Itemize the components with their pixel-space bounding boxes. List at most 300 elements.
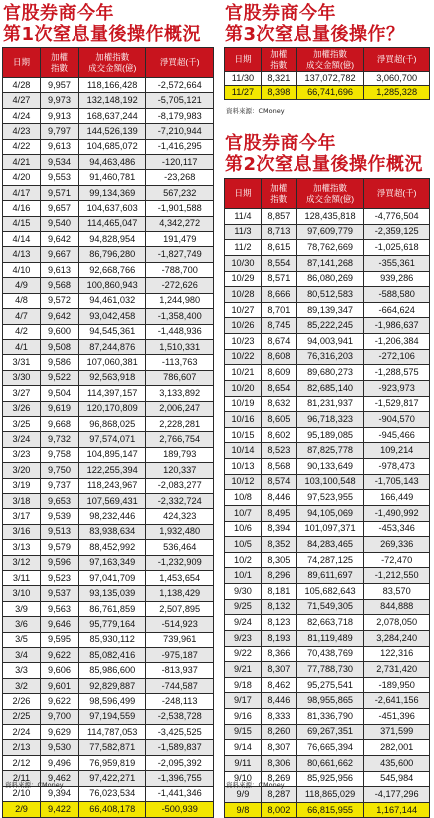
table-row	[3, 678, 214, 693]
volume-cell: 92,563,918	[78, 370, 146, 385]
index-cell: 8,398	[261, 86, 296, 100]
date-cell: 4/27	[3, 93, 41, 108]
volume-header: 加權指數 成交金額(億)	[78, 48, 146, 78]
volume-cell: 101,097,371	[296, 521, 364, 537]
index-cell: 8,608	[261, 349, 296, 365]
volume-cell: 95,189,085	[296, 427, 364, 443]
table-row	[3, 355, 214, 370]
section2-title-line1: 官股券商今年	[225, 3, 336, 24]
date-cell: 3/16	[3, 524, 41, 539]
table-row	[3, 262, 214, 277]
date-cell: 2/26	[3, 694, 41, 709]
index-cell: 8,615	[261, 240, 296, 256]
table-row	[3, 93, 214, 108]
index-cell: 9,595	[40, 632, 78, 647]
table-row	[3, 216, 214, 231]
net-buy-cell: -1,232,909	[146, 555, 214, 570]
net-buy-header: 淨買超(千)	[146, 48, 214, 78]
volume-cell: 97,041,709	[78, 571, 146, 586]
table-row	[3, 232, 214, 247]
table-row	[3, 540, 214, 555]
table-row	[225, 755, 430, 771]
volume-header: 加權指數 成交金額(億)	[296, 179, 364, 209]
index-cell: 8,296	[261, 568, 296, 584]
index-cell: 8,260	[261, 724, 296, 740]
date-cell: 3/2	[3, 678, 41, 693]
table-row	[3, 725, 214, 740]
net-buy-cell: -744,587	[146, 678, 214, 693]
index-cell: 9,568	[40, 278, 78, 293]
index-cell: 9,496	[40, 755, 78, 770]
index-cell: 8,666	[261, 287, 296, 303]
index-cell: 9,422	[40, 802, 78, 817]
volume-cell: 76,959,819	[78, 755, 146, 770]
index-cell: 8,857	[261, 209, 296, 225]
net-buy-cell: -904,570	[364, 412, 430, 428]
table-row	[3, 201, 214, 216]
date-cell: 4/7	[3, 309, 41, 324]
net-buy-cell: 2,731,420	[364, 662, 430, 678]
volume-cell: 93,042,458	[78, 309, 146, 324]
index-cell: 8,554	[261, 255, 296, 271]
net-buy-cell: -4,776,504	[364, 209, 430, 225]
date-cell: 9/11	[225, 755, 262, 771]
index-cell: 9,571	[40, 185, 78, 200]
volume-cell: 93,135,039	[78, 586, 146, 601]
volume-cell: 86,796,280	[78, 247, 146, 262]
date-cell: 11/3	[225, 224, 262, 240]
date-cell: 10/14	[225, 443, 262, 459]
date-cell: 10/29	[225, 271, 262, 287]
index-cell: 8,609	[261, 365, 296, 381]
index-cell: 8,745	[261, 318, 296, 334]
net-buy-cell: -1,490,992	[364, 505, 430, 521]
index-cell: 8,602	[261, 427, 296, 443]
index-cell: 9,606	[40, 663, 78, 678]
date-header: 日期	[225, 179, 262, 209]
index-cell: 9,642	[40, 309, 78, 324]
date-cell: 3/6	[3, 617, 41, 632]
date-cell: 9/23	[225, 630, 262, 646]
date-cell: 2/25	[3, 709, 41, 724]
net-buy-cell: -7,210,944	[146, 124, 214, 139]
section2-title-line2: 第3次窒息量後操作？	[225, 24, 405, 45]
table-row	[225, 240, 430, 256]
volume-cell: 132,148,192	[78, 93, 146, 108]
volume-cell: 105,682,643	[296, 584, 364, 600]
date-cell: 9/30	[225, 584, 262, 600]
table-row	[3, 663, 214, 678]
date-cell: 3/18	[3, 493, 41, 508]
section3-title-line1: 官股券商今年	[225, 133, 336, 154]
volume-cell: 85,930,112	[78, 632, 146, 647]
net-buy-cell: 2,507,895	[146, 601, 214, 616]
section1-source: 資料來源：CMoney	[5, 781, 64, 789]
index-header: 加權 指數	[40, 48, 78, 78]
header-row	[225, 179, 430, 209]
index-cell: 9,657	[40, 201, 78, 216]
date-cell: 3/31	[3, 355, 41, 370]
index-cell: 9,613	[40, 139, 78, 154]
date-cell: 10/26	[225, 318, 262, 334]
table-row	[3, 447, 214, 462]
table-row	[225, 224, 430, 240]
volume-cell: 86,080,269	[296, 271, 364, 287]
index-cell: 9,613	[40, 262, 78, 277]
index-cell: 9,737	[40, 478, 78, 493]
net-buy-cell: -453,346	[364, 521, 430, 537]
index-cell: 9,572	[40, 293, 78, 308]
net-buy-cell: 2,006,247	[146, 401, 214, 416]
net-buy-cell: 3,060,700	[364, 72, 430, 86]
volume-cell: 87,825,778	[296, 443, 364, 459]
net-buy-cell: 109,214	[364, 443, 430, 459]
index-cell: 8,568	[261, 459, 296, 475]
index-cell: 8,181	[261, 584, 296, 600]
table-row	[3, 571, 214, 586]
net-buy-cell: -1,358,400	[146, 309, 214, 324]
net-buy-cell: -978,473	[364, 459, 430, 475]
table-row	[225, 677, 430, 693]
date-cell: 4/14	[3, 232, 41, 247]
index-cell: 9,732	[40, 432, 78, 447]
net-buy-cell: -514,923	[146, 617, 214, 632]
net-buy-cell: -248,113	[146, 694, 214, 709]
section1-title-line2: 第1次窒息量後操作概況	[3, 24, 202, 45]
index-cell: 8,123	[261, 615, 296, 631]
date-cell: 4/8	[3, 293, 41, 308]
date-cell: 10/12	[225, 474, 262, 490]
volume-cell: 91,460,781	[78, 170, 146, 185]
index-cell: 9,750	[40, 463, 78, 478]
net-buy-cell: 1,510,331	[146, 339, 214, 354]
volume-cell: 80,661,662	[296, 755, 364, 771]
table-row	[3, 108, 214, 123]
table-row	[225, 474, 430, 490]
index-cell: 9,667	[40, 247, 78, 262]
table-row	[225, 380, 430, 396]
table-row	[225, 505, 430, 521]
index-cell: 8,305	[261, 552, 296, 568]
date-cell: 10/15	[225, 427, 262, 443]
net-buy-cell: -2,083,277	[146, 478, 214, 493]
volume-cell: 77,788,730	[296, 662, 364, 678]
net-buy-cell: 1,932,480	[146, 524, 214, 539]
index-cell: 9,653	[40, 493, 78, 508]
volume-cell: 97,194,559	[78, 709, 146, 724]
index-cell: 8,333	[261, 709, 296, 725]
net-buy-cell: 739,961	[146, 632, 214, 647]
date-cell: 10/13	[225, 459, 262, 475]
table-row	[3, 632, 214, 647]
net-buy-cell: -451,396	[364, 709, 430, 725]
net-buy-cell: -664,624	[364, 302, 430, 318]
volume-cell: 114,397,157	[78, 386, 146, 401]
net-buy-cell: -1,288,575	[364, 365, 430, 381]
net-buy-header: 淨買超(千)	[364, 48, 430, 72]
net-buy-cell: 435,600	[364, 755, 430, 771]
index-cell: 9,523	[40, 571, 78, 586]
net-buy-cell: -1,448,936	[146, 324, 214, 339]
table-row	[225, 584, 430, 600]
table-row	[225, 318, 430, 334]
net-buy-cell: -189,950	[364, 677, 430, 693]
table-row	[225, 255, 430, 271]
date-cell: 3/24	[3, 432, 41, 447]
net-buy-cell: -945,466	[364, 427, 430, 443]
date-cell: 3/9	[3, 601, 41, 616]
index-cell: 8,654	[261, 380, 296, 396]
volume-cell: 76,665,394	[296, 740, 364, 756]
volume-cell: 78,762,669	[296, 240, 364, 256]
volume-cell: 76,023,534	[78, 786, 146, 801]
date-cell: 3/19	[3, 478, 41, 493]
index-cell: 8,002	[261, 802, 296, 818]
index-cell: 8,632	[261, 396, 296, 412]
date-cell: 9/15	[225, 724, 262, 740]
table-row	[225, 412, 430, 428]
date-cell: 3/10	[3, 586, 41, 601]
date-cell: 4/10	[3, 262, 41, 277]
table-row	[3, 478, 214, 493]
index-cell: 9,579	[40, 540, 78, 555]
volume-cell: 107,060,381	[78, 355, 146, 370]
date-cell: 10/22	[225, 349, 262, 365]
volume-cell: 100,860,943	[78, 278, 146, 293]
index-cell: 8,366	[261, 646, 296, 662]
table-row	[3, 524, 214, 539]
date-cell: 9/17	[225, 693, 262, 709]
net-buy-cell: 166,449	[364, 490, 430, 506]
section3-title-line2: 第2次窒息量後操作概況	[225, 154, 424, 175]
index-cell: 9,540	[40, 216, 78, 231]
table-row	[3, 493, 214, 508]
net-buy-cell: -975,187	[146, 648, 214, 663]
index-cell: 8,446	[261, 490, 296, 506]
table-row	[3, 401, 214, 416]
date-cell: 10/1	[225, 568, 262, 584]
volume-cell: 85,986,600	[78, 663, 146, 678]
net-buy-cell: -1,212,550	[364, 568, 430, 584]
table-row	[225, 630, 430, 646]
index-cell: 9,553	[40, 170, 78, 185]
volume-cell: 96,868,025	[78, 416, 146, 431]
volume-cell: 85,925,956	[296, 771, 364, 787]
table-row	[3, 755, 214, 770]
table-row	[3, 802, 214, 817]
date-cell: 3/12	[3, 555, 41, 570]
table-row	[225, 334, 430, 350]
date-cell: 10/21	[225, 365, 262, 381]
volume-cell: 118,243,967	[78, 478, 146, 493]
date-cell: 4/20	[3, 170, 41, 185]
net-buy-cell: 269,336	[364, 537, 430, 553]
date-cell: 9/18	[225, 677, 262, 693]
volume-cell: 168,637,244	[78, 108, 146, 123]
date-cell: 10/5	[225, 537, 262, 553]
date-cell: 3/27	[3, 386, 41, 401]
index-cell: 9,522	[40, 370, 78, 385]
volume-cell: 114,465,047	[78, 216, 146, 231]
date-cell: 4/22	[3, 139, 41, 154]
date-cell: 3/26	[3, 401, 41, 416]
date-cell: 10/6	[225, 521, 262, 537]
header-row	[3, 48, 214, 78]
volume-cell: 83,938,634	[78, 524, 146, 539]
table-row	[3, 416, 214, 431]
net-buy-cell: 939,286	[364, 271, 430, 287]
date-cell: 3/25	[3, 416, 41, 431]
net-buy-cell: 120,337	[146, 463, 214, 478]
index-cell: 9,563	[40, 601, 78, 616]
date-cell: 4/9	[3, 278, 41, 293]
net-buy-cell: 2,766,754	[146, 432, 214, 447]
table-row	[3, 155, 214, 170]
net-buy-cell: -272,106	[364, 349, 430, 365]
net-buy-cell: -3,425,525	[146, 725, 214, 740]
table-row	[225, 552, 430, 568]
index-cell: 9,596	[40, 555, 78, 570]
volume-cell: 74,287,125	[296, 552, 364, 568]
volume-cell: 81,231,937	[296, 396, 364, 412]
date-cell: 10/28	[225, 287, 262, 303]
section3-source: 資料來源：CMoney	[226, 781, 285, 789]
net-buy-cell: 1,285,328	[364, 86, 430, 100]
table-row	[3, 386, 214, 401]
table-row	[3, 694, 214, 709]
volume-cell: 94,461,032	[78, 293, 146, 308]
net-buy-cell: -1,206,384	[364, 334, 430, 350]
header-row	[225, 48, 430, 72]
table-row	[3, 601, 214, 616]
date-cell: 9/16	[225, 709, 262, 725]
volume-cell: 69,267,351	[296, 724, 364, 740]
index-cell: 9,622	[40, 694, 78, 709]
net-buy-cell: 282,001	[364, 740, 430, 756]
index-cell: 8,495	[261, 505, 296, 521]
volume-cell: 97,163,349	[78, 555, 146, 570]
index-cell: 9,504	[40, 386, 78, 401]
table-row	[225, 521, 430, 537]
table-row	[225, 209, 430, 225]
volume-cell: 97,422,271	[78, 771, 146, 786]
date-cell: 3/20	[3, 463, 41, 478]
volume-cell: 137,072,782	[296, 72, 364, 86]
table-row	[225, 568, 430, 584]
section2-title	[225, 3, 405, 45]
section1-table	[2, 47, 214, 818]
table-row	[3, 139, 214, 154]
index-cell: 8,574	[261, 474, 296, 490]
volume-cell: 76,316,203	[296, 349, 364, 365]
net-buy-cell: -4,177,296	[364, 787, 430, 803]
index-cell: 9,539	[40, 509, 78, 524]
table-row	[225, 86, 430, 100]
net-buy-cell: -8,179,983	[146, 108, 214, 123]
section1-title	[3, 3, 201, 45]
net-buy-cell: 3,284,240	[364, 630, 430, 646]
date-cell: 3/13	[3, 540, 41, 555]
table-row	[3, 170, 214, 185]
index-cell: 9,508	[40, 339, 78, 354]
net-buy-cell: -72,470	[364, 552, 430, 568]
table-row	[3, 309, 214, 324]
net-buy-cell: 424,323	[146, 509, 214, 524]
volume-cell: 86,761,859	[78, 601, 146, 616]
volume-cell: 94,003,941	[296, 334, 364, 350]
date-cell: 2/13	[3, 740, 41, 755]
table-row	[225, 302, 430, 318]
index-cell: 9,642	[40, 232, 78, 247]
volume-cell: 84,283,465	[296, 537, 364, 553]
volume-cell: 80,512,583	[296, 287, 364, 303]
volume-cell: 103,100,548	[296, 474, 364, 490]
table-row	[3, 586, 214, 601]
net-buy-cell: -120,117	[146, 155, 214, 170]
volume-cell: 122,255,394	[78, 463, 146, 478]
volume-cell: 104,685,072	[78, 139, 146, 154]
net-buy-cell: 191,479	[146, 232, 214, 247]
table-row	[3, 247, 214, 262]
date-cell: 4/24	[3, 108, 41, 123]
volume-cell: 71,549,305	[296, 599, 364, 615]
net-buy-cell: 4,342,272	[146, 216, 214, 231]
date-cell: 4/17	[3, 185, 41, 200]
table-row	[225, 537, 430, 553]
volume-cell: 114,787,053	[78, 725, 146, 740]
volume-cell: 85,082,416	[78, 648, 146, 663]
net-buy-cell: 1,138,429	[146, 586, 214, 601]
date-cell: 3/5	[3, 632, 41, 647]
table-row	[225, 443, 430, 459]
index-cell: 9,646	[40, 617, 78, 632]
index-cell: 8,307	[261, 740, 296, 756]
table-row	[225, 396, 430, 412]
date-cell: 11/30	[225, 72, 262, 86]
date-cell: 10/19	[225, 396, 262, 412]
net-buy-cell: -1,441,346	[146, 786, 214, 801]
date-cell: 10/16	[225, 412, 262, 428]
volume-cell: 81,336,790	[296, 709, 364, 725]
table-row	[3, 278, 214, 293]
index-cell: 9,797	[40, 124, 78, 139]
index-cell: 8,446	[261, 693, 296, 709]
table-row	[3, 432, 214, 447]
net-buy-cell: 122,316	[364, 646, 430, 662]
volume-cell: 95,275,541	[296, 677, 364, 693]
index-cell: 9,462	[40, 771, 78, 786]
net-buy-cell: 545,984	[364, 771, 430, 787]
table-row	[3, 78, 214, 93]
table-row	[225, 724, 430, 740]
net-buy-cell: -272,626	[146, 278, 214, 293]
index-cell: 9,700	[40, 709, 78, 724]
index-cell: 9,601	[40, 678, 78, 693]
net-buy-cell: -2,538,728	[146, 709, 214, 724]
net-buy-cell: -788,700	[146, 262, 214, 277]
date-cell: 9/9	[225, 787, 262, 803]
net-buy-cell: -355,361	[364, 255, 430, 271]
date-cell: 4/28	[3, 78, 41, 93]
date-cell: 9/25	[225, 599, 262, 615]
net-buy-cell: 83,570	[364, 584, 430, 600]
date-cell: 9/14	[225, 740, 262, 756]
net-buy-cell: -2,095,392	[146, 755, 214, 770]
index-cell: 8,701	[261, 302, 296, 318]
table-row	[225, 271, 430, 287]
table-row	[225, 662, 430, 678]
table-row	[3, 324, 214, 339]
